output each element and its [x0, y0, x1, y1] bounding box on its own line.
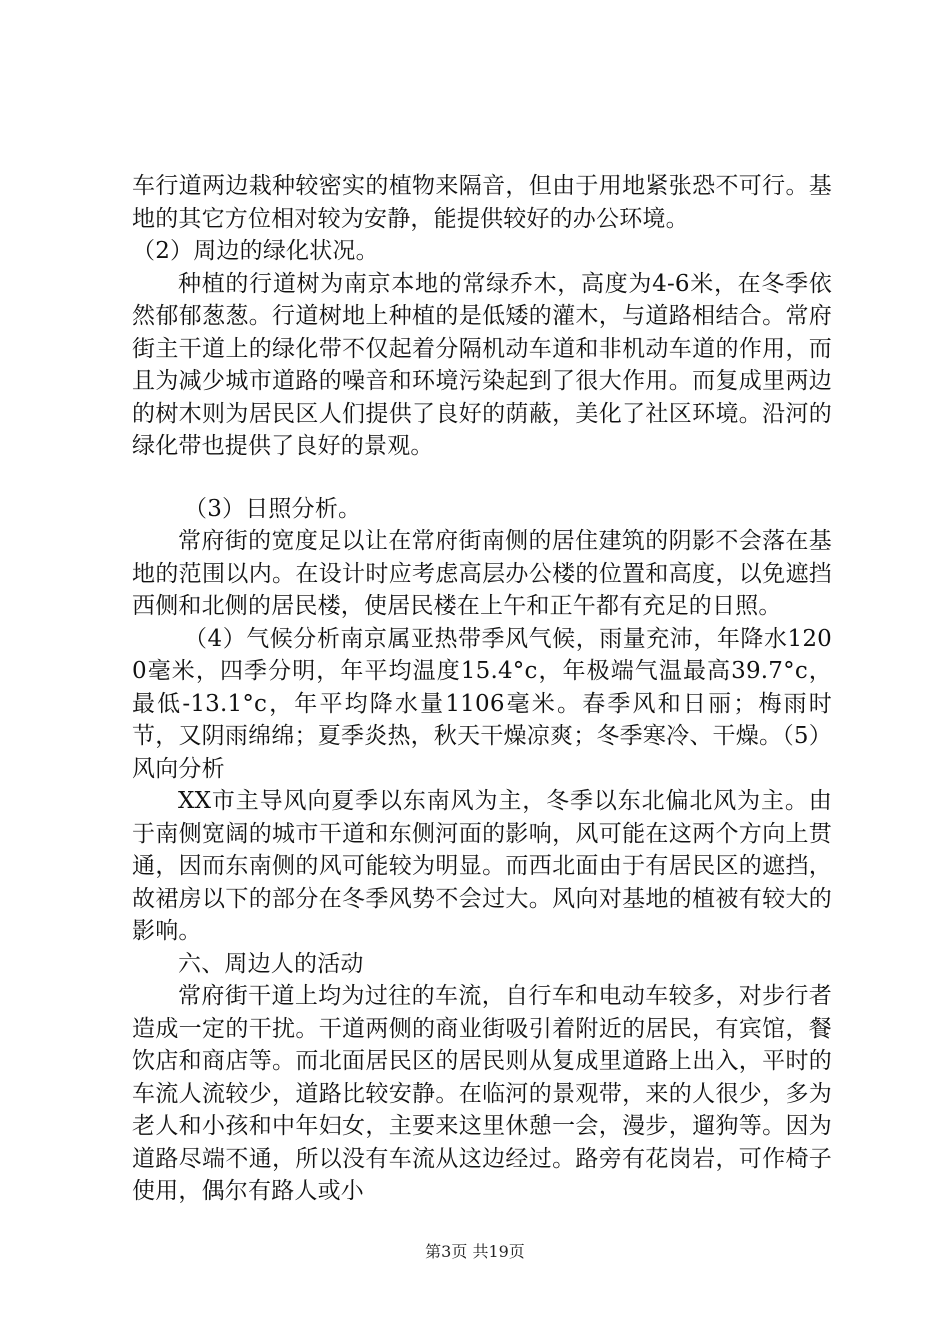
heading-greening-status: （2）周边的绿化状况。 [132, 238, 379, 264]
paragraph-climate: （4）气候分析南京属亚热带季风气候，雨量充沛，年降水1200毫米，四季分明，年平均温度15.4°c，年极端气温最高39.7°c，最低-13.1°c，年平均降水量1106毫米。春季风和日丽；梅雨时节，又阴雨绵绵；夏季炎热，秋天干燥凉爽；冬季寒冷、干燥。（5）风向分析 [132, 625, 832, 782]
paragraph-activity: 常府街干道上均为过往的车流，自行车和电动车较多，对步行者造成一定的干扰。干道两侧的商业街吸引着附近的居民，有宾馆，餐饮店和商店等。而北面居民区的居民则从复成里道路上出入，平时的车流人流较少，道路比较安静。在临河的景观带，来的人很少，多为老人和小孩和中年妇女，主要来这里休憩一会，漫步，遛狗等。因为道路尽端不通，所以没有车流从这边经过。路旁有花岗岩，可作椅子使用，偶尔有路人或小 [132, 983, 832, 1204]
paragraph-wind: XX市主导风向夏季以东南风为主，冬季以东北偏北风为主。由于南侧宽阔的城市干道和东侧河面的影响，风可能在这两个方向上贯通，因而东南侧的风可能较为明显。而西北面由于有居民区的遮挡，故裙房以下的部分在冬季风势不会过大。风向对基地的植被有较大的影响。 [132, 788, 832, 944]
document-body [132, 170, 832, 1208]
heading-sunlight-analysis: （3）日照分析。 [184, 495, 362, 522]
heading-surrounding-activity: 六、周边人的活动 [178, 950, 364, 977]
page-number-footer: 第3页 共19页 [425, 1242, 525, 1261]
paragraph-greening: 种植的行道树为南京本地的常绿乔木，高度为4-6米，在冬季依然郁郁葱葱。行道树地上种植的是低矮的灌木，与道路相结合。常府街主干道上的绿化带不仅起着分隔机动车道和非机动车道的作用，而且为减少城市道路的噪音和环境污染起到了很大作用。而复成里两边的树木则为居民区人们提供了良好的荫蔽，美化了社区环境。沿河的绿化带也提供了良好的景观。 [132, 270, 832, 459]
paragraph-gap [132, 463, 832, 493]
paragraph-noise-control: 车行道两边栽种较密实的植物来隔音，但由于用地紧张恐不可行。基地的其它方位相对较为安静，能提供较好的办公环境。 [132, 173, 832, 232]
paragraph-sunlight: 常府街的宽度足以让在常府街南侧的居住建筑的阴影不会落在基地的范围以内。在设计时应考虑高层办公楼的位置和高度，以免遮挡西侧和北侧的居民楼，使居民楼在上午和正午都有充足的日照。 [132, 528, 832, 619]
